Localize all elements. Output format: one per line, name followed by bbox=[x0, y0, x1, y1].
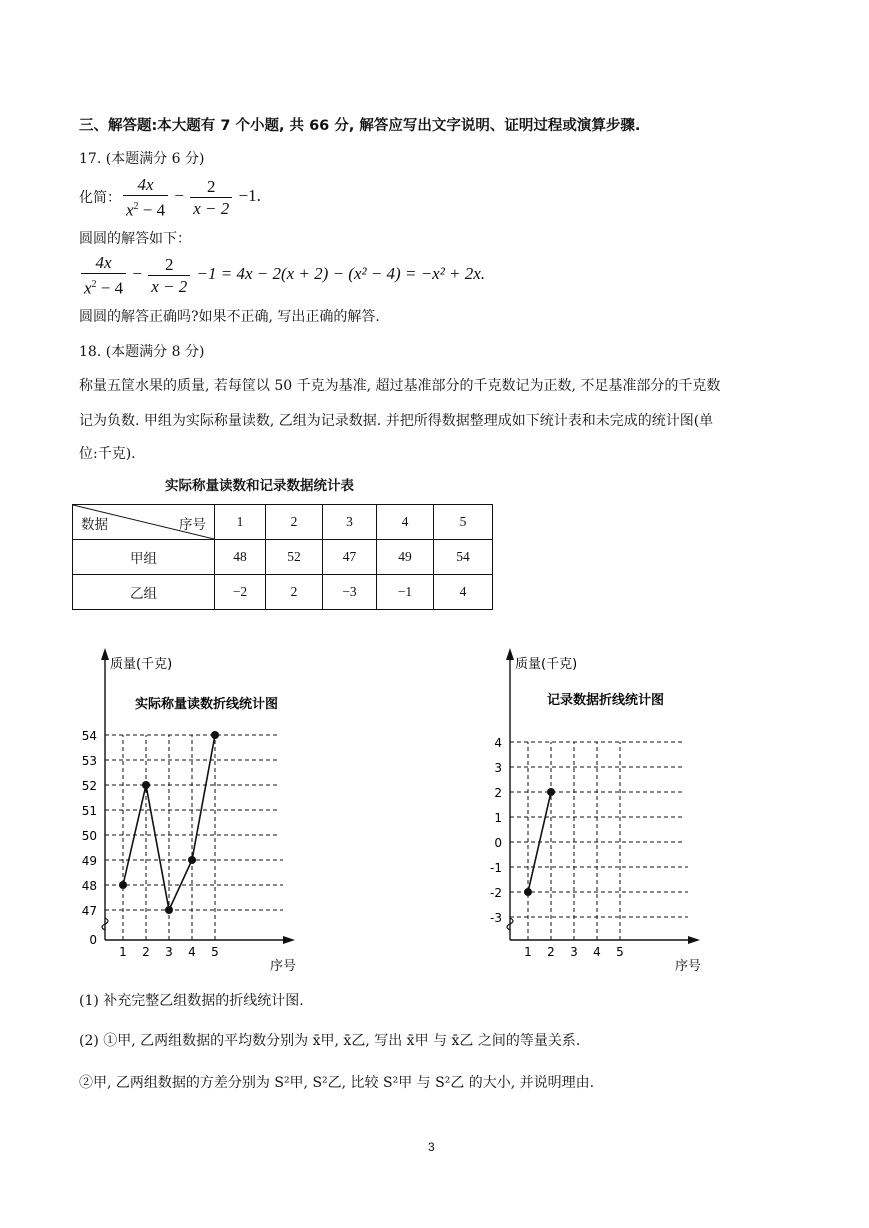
q18-paragraph-line-3: 位:千克). bbox=[79, 446, 136, 462]
x-tick-label: 2 bbox=[547, 945, 555, 959]
y-axis-label: 质量(千克) bbox=[110, 657, 173, 672]
minus-sign: − bbox=[174, 186, 184, 206]
q18-sub2b: ②甲, 乙两组数据的方差分别为 S²甲, S²乙, 比较 S²甲 与 S²乙 的大小, 并说明理由. bbox=[79, 1075, 595, 1091]
y-tick-label: 4 bbox=[494, 736, 502, 750]
solution-fraction-2 bbox=[148, 254, 190, 297]
q18-paragraph-line-2: 记为负数. 甲组为实际称量读数, 乙组为记录数据. 并把所得数据整理成如下统计表和未完成的统计图(单 bbox=[79, 413, 714, 429]
y-tick-label: -3 bbox=[490, 911, 502, 925]
corner-label-data: 数据 bbox=[81, 517, 108, 532]
y-axis-arrow bbox=[506, 648, 514, 660]
table-cell: 52 bbox=[266, 540, 323, 575]
corner-label-index: 序号 bbox=[179, 517, 206, 532]
chart-recorded-data bbox=[465, 640, 725, 980]
expression-tail: −1. bbox=[238, 186, 261, 206]
table-header-row bbox=[73, 505, 493, 540]
x-axis-arrow bbox=[688, 936, 700, 944]
table-col-header: 2 bbox=[266, 505, 323, 540]
table-col-header: 3 bbox=[323, 505, 377, 540]
data-point bbox=[211, 731, 219, 739]
table-cell: 54 bbox=[434, 540, 493, 575]
y-tick-label: 52 bbox=[81, 779, 97, 793]
table-col-header: 1 bbox=[215, 505, 266, 540]
table-row-label: 乙组 bbox=[73, 575, 215, 610]
y-tick-label: 54 bbox=[81, 729, 97, 743]
y-tick-label: 0 bbox=[494, 836, 502, 850]
table-cell: 2 bbox=[266, 575, 323, 610]
solution-expression bbox=[79, 252, 485, 299]
q17-question: 圆圆的解答正确吗?如果不正确, 写出正确的解答. bbox=[79, 309, 380, 325]
x-tick-label: 4 bbox=[593, 945, 601, 959]
table-row-label: 甲组 bbox=[73, 540, 215, 575]
solution-rhs: −1 = 4x − 2(x + 2) − (x² − 4) = −x² + 2x. bbox=[196, 264, 486, 284]
y-axis-arrow bbox=[101, 648, 109, 660]
x-axis-arrow bbox=[283, 936, 295, 944]
solution-fraction-2-denominator: x − 2 bbox=[151, 276, 188, 296]
table-col-header: 5 bbox=[434, 505, 493, 540]
x-tick-label: 4 bbox=[188, 945, 196, 959]
table-cell: 47 bbox=[323, 540, 377, 575]
table-cell: 49 bbox=[377, 540, 434, 575]
table-cell: −1 bbox=[377, 575, 434, 610]
solution-fraction-1-numerator: 4x bbox=[81, 252, 126, 274]
fraction-2 bbox=[190, 176, 232, 219]
data-point bbox=[524, 888, 532, 896]
table-row bbox=[73, 575, 493, 610]
q18-sub2a: (2) ①甲, 乙两组数据的平均数分别为 x̄甲, x̄乙, 写出 x̄甲 与 x̄乙 之间的等量关系. bbox=[79, 1033, 581, 1049]
solution-minus: − bbox=[132, 264, 142, 284]
fraction-2-denominator: x − 2 bbox=[193, 198, 230, 218]
table-title: 实际称量读数和记录数据统计表 bbox=[165, 478, 354, 494]
table-row bbox=[73, 540, 493, 575]
solution-fraction-1 bbox=[81, 252, 126, 299]
page-number: 3 bbox=[428, 1140, 435, 1154]
data-point bbox=[142, 781, 150, 789]
q18-title: 18. (本题满分 8 分) bbox=[79, 344, 205, 360]
y-tick-label: 3 bbox=[494, 761, 502, 775]
x-tick-label: 1 bbox=[524, 945, 532, 959]
q17-title: 17. (本题满分 6 分) bbox=[79, 151, 205, 167]
fraction-1 bbox=[123, 174, 168, 221]
y-tick-label: 0 bbox=[89, 933, 97, 947]
table-col-header: 4 bbox=[377, 505, 434, 540]
y-tick-label: 51 bbox=[81, 804, 97, 818]
y-tick-label: 1 bbox=[494, 811, 502, 825]
table-cell: 48 bbox=[215, 540, 266, 575]
table-cell: 4 bbox=[434, 575, 493, 610]
solution-fraction-2-numerator: 2 bbox=[148, 254, 190, 276]
q17-expression bbox=[121, 174, 261, 221]
y-axis-label: 质量(千克) bbox=[515, 657, 578, 672]
y-tick-label: 2 bbox=[494, 786, 502, 800]
x-tick-label: 5 bbox=[616, 945, 624, 959]
data-point bbox=[547, 788, 555, 796]
table-corner-cell bbox=[73, 505, 215, 540]
statistics-table bbox=[72, 504, 493, 610]
solution-fraction-1-denominator: $x^2 - 4$ bbox=[84, 278, 124, 298]
q18-paragraph-line-1: 称量五筐水果的质量, 若每筐以 50 千克为基准, 超过基准部分的千克数记为正数, 不足基准部分的千克数 bbox=[79, 378, 721, 394]
y-tick-label: 50 bbox=[81, 829, 97, 843]
y-tick-label: 48 bbox=[81, 879, 97, 893]
q18-sub1: (1) 补充完整乙组数据的折线统计图. bbox=[79, 993, 304, 1009]
x-axis-label: 序号 bbox=[675, 959, 702, 974]
q17-prompt bbox=[79, 174, 261, 221]
q17-solution bbox=[79, 252, 485, 299]
table-cell: −3 bbox=[323, 575, 377, 610]
x-tick-label: 5 bbox=[211, 945, 219, 959]
data-point bbox=[119, 881, 127, 889]
data-point bbox=[165, 906, 173, 914]
y-tick-label: -1 bbox=[490, 861, 502, 875]
chart-title: 记录数据折线统计图 bbox=[547, 693, 665, 708]
section-header: 三、解答题:本大题有 7 个小题, 共 66 分, 解答应写出文字说明、证明过程或演算步骤. bbox=[79, 118, 641, 134]
x-tick-label: 3 bbox=[165, 945, 173, 959]
y-tick-label: -2 bbox=[490, 886, 502, 900]
fraction-1-denominator: $x^2 - 4$ bbox=[126, 200, 166, 220]
y-tick-label: 47 bbox=[81, 904, 97, 918]
data-point bbox=[188, 856, 196, 864]
fraction-1-numerator: 4x bbox=[123, 174, 168, 196]
table-cell: −2 bbox=[215, 575, 266, 610]
y-tick-label: 53 bbox=[81, 754, 97, 768]
q17-intro: 圆圆的解答如下： bbox=[79, 231, 191, 247]
fraction-2-numerator: 2 bbox=[190, 176, 232, 198]
q17-prompt-prefix: 化简： bbox=[79, 190, 121, 207]
x-tick-label: 1 bbox=[119, 945, 127, 959]
x-tick-label: 3 bbox=[570, 945, 578, 959]
y-tick-label: 49 bbox=[81, 854, 97, 868]
x-tick-label: 2 bbox=[142, 945, 150, 959]
chart-actual-readings bbox=[60, 640, 320, 980]
x-axis-label: 序号 bbox=[270, 959, 297, 974]
chart-title: 实际称量读数折线统计图 bbox=[135, 697, 279, 712]
